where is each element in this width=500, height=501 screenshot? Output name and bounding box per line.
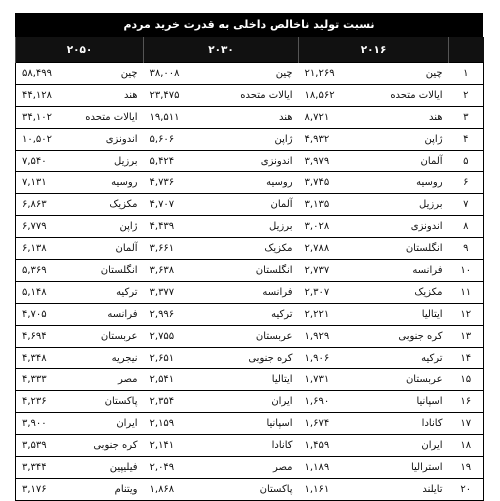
value-2016-cell: ۱,۷۳۱ (299, 369, 369, 391)
table-row (16, 106, 484, 128)
value-2016-cell: ۱,۶۷۴ (299, 413, 369, 435)
rank-cell: ۱ (449, 63, 484, 85)
country-2016-cell: تایلند (369, 478, 449, 500)
ranking-table (15, 37, 484, 501)
table-row (16, 413, 484, 435)
country-2050-cell: نیجریه (74, 347, 144, 369)
country-2016-cell: مکزیک (369, 281, 449, 303)
rank-cell: ۸ (449, 216, 484, 238)
value-2016-cell: ۱,۴۵۹ (299, 435, 369, 457)
value-2050-cell: ۶,۷۷۹ (16, 216, 74, 238)
country-2016-cell: انگلستان (369, 238, 449, 260)
table-row (16, 84, 484, 106)
country-2016-cell: ایتالیا (369, 303, 449, 325)
value-2030-cell: ۲,۶۵۱ (144, 347, 201, 369)
country-2050-cell: چین (74, 63, 144, 85)
value-2030-cell: ۳,۶۶۱ (144, 238, 201, 260)
country-2030-cell: مصر (201, 457, 299, 479)
country-2016-cell: اندونزی (369, 216, 449, 238)
country-2030-cell: ایران (201, 391, 299, 413)
country-2050-cell: ایالات متحده (74, 106, 144, 128)
rank-cell: ۱۹ (449, 457, 484, 479)
rank-cell: ۱۰ (449, 260, 484, 282)
country-2050-cell: مصر (74, 369, 144, 391)
value-2050-cell: ۳۴,۱۰۲ (16, 106, 74, 128)
country-2030-cell: ایالات متحده (201, 84, 299, 106)
country-2030-cell: ایتالیا (201, 369, 299, 391)
value-2050-cell: ۷,۵۴۰ (16, 150, 74, 172)
country-2030-cell: اسپانیا (201, 413, 299, 435)
country-2050-cell: عربستان (74, 325, 144, 347)
value-2016-cell: ۴,۹۳۲ (299, 128, 369, 150)
value-2016-cell: ۱,۶۹۰ (299, 391, 369, 413)
country-2016-cell: ایالات متحده (369, 84, 449, 106)
country-2016-cell: عربستان (369, 369, 449, 391)
table-row (16, 238, 484, 260)
value-2050-cell: ۶,۱۳۸ (16, 238, 74, 260)
value-2030-cell: ۴,۴۳۹ (144, 216, 201, 238)
rank-cell: ۲۰ (449, 478, 484, 500)
rank-cell: ۹ (449, 238, 484, 260)
rank-cell: ۱۱ (449, 281, 484, 303)
value-2050-cell: ۳,۹۰۰ (16, 413, 74, 435)
value-2016-cell: ۳,۰۲۸ (299, 216, 369, 238)
rank-cell: ۷ (449, 194, 484, 216)
value-2030-cell: ۲,۱۵۹ (144, 413, 201, 435)
rank-cell: ۱۸ (449, 435, 484, 457)
table-row (16, 260, 484, 282)
rank-cell: ۱۵ (449, 369, 484, 391)
country-2050-cell: مکزیک (74, 194, 144, 216)
country-2030-cell: کره جنوبی (201, 347, 299, 369)
country-2016-cell: ترکیه (369, 347, 449, 369)
value-2030-cell: ۱۹,۵۱۱ (144, 106, 201, 128)
value-2030-cell: ۳,۳۷۷ (144, 281, 201, 303)
rank-cell: ۴ (449, 128, 484, 150)
rank-cell: ۶ (449, 172, 484, 194)
value-2050-cell: ۵,۳۶۹ (16, 260, 74, 282)
country-2030-cell: عربستان (201, 325, 299, 347)
value-2050-cell: ۷,۱۳۱ (16, 172, 74, 194)
country-2030-cell: برزیل (201, 216, 299, 238)
year-2016-header: ۲۰۱۶ (299, 37, 449, 63)
country-2030-cell: مکزیک (201, 238, 299, 260)
rank-cell: ۱۲ (449, 303, 484, 325)
country-2030-cell: آلمان (201, 194, 299, 216)
country-2016-cell: فرانسه (369, 260, 449, 282)
country-2016-cell: ژاپن (369, 128, 449, 150)
table-row (16, 478, 484, 500)
country-2016-cell: استرالیا (369, 457, 449, 479)
value-2016-cell: ۳,۷۴۵ (299, 172, 369, 194)
year-2050-header: ۲۰۵۰ (16, 37, 144, 63)
value-2050-cell: ۵,۱۴۸ (16, 281, 74, 303)
country-2016-cell: روسیه (369, 172, 449, 194)
value-2050-cell: ۱۰,۵۰۲ (16, 128, 74, 150)
country-2050-cell: ترکیه (74, 281, 144, 303)
value-2016-cell: ۱,۹۰۶ (299, 347, 369, 369)
value-2016-cell: ۲,۳۰۷ (299, 281, 369, 303)
value-2016-cell: ۱,۱۶۱ (299, 478, 369, 500)
value-2016-cell: ۱,۱۸۹ (299, 457, 369, 479)
rank-cell: ۳ (449, 106, 484, 128)
value-2016-cell: ۱,۹۲۹ (299, 325, 369, 347)
table-row (16, 281, 484, 303)
value-2050-cell: ۴,۳۳۳ (16, 369, 74, 391)
country-2016-cell: کانادا (369, 413, 449, 435)
value-2030-cell: ۲۳,۴۷۵ (144, 84, 201, 106)
value-2050-cell: ۴,۷۰۵ (16, 303, 74, 325)
country-2016-cell: چین (369, 63, 449, 85)
country-2030-cell: چین (201, 63, 299, 85)
value-2016-cell: ۲۱,۲۶۹ (299, 63, 369, 85)
year-2030-header: ۲۰۳۰ (144, 37, 299, 63)
value-2030-cell: ۲,۰۴۹ (144, 457, 201, 479)
value-2030-cell: ۲,۳۵۴ (144, 391, 201, 413)
value-2050-cell: ۴۴,۱۲۸ (16, 84, 74, 106)
country-2050-cell: فرانسه (74, 303, 144, 325)
table-row (16, 325, 484, 347)
value-2030-cell: ۲,۹۹۶ (144, 303, 201, 325)
value-2016-cell: ۲,۷۳۷ (299, 260, 369, 282)
value-2016-cell: ۳,۱۳۵ (299, 194, 369, 216)
country-2050-cell: فیلیپین (74, 457, 144, 479)
country-2030-cell: روسیه (201, 172, 299, 194)
value-2016-cell: ۲,۲۲۱ (299, 303, 369, 325)
value-2050-cell: ۴,۳۴۸ (16, 347, 74, 369)
country-2030-cell: ترکیه (201, 303, 299, 325)
country-2030-cell: فرانسه (201, 281, 299, 303)
value-2030-cell: ۲,۷۵۵ (144, 325, 201, 347)
country-2016-cell: برزیل (369, 194, 449, 216)
country-2050-cell: پاکستان (74, 391, 144, 413)
value-2050-cell: ۵۸,۴۹۹ (16, 63, 74, 85)
country-2050-cell: اندونزی (74, 128, 144, 150)
value-2050-cell: ۴,۶۹۴ (16, 325, 74, 347)
value-2030-cell: ۴,۷۳۶ (144, 172, 201, 194)
value-2050-cell: ۳,۱۷۶ (16, 478, 74, 500)
value-2050-cell: ۴,۲۳۶ (16, 391, 74, 413)
table-row (16, 435, 484, 457)
value-2030-cell: ۲,۵۴۱ (144, 369, 201, 391)
header-row (16, 37, 484, 63)
rank-cell: ۱۴ (449, 347, 484, 369)
table-row (16, 457, 484, 479)
value-2050-cell: ۳,۳۴۴ (16, 457, 74, 479)
table-row (16, 347, 484, 369)
value-2016-cell: ۲,۷۸۸ (299, 238, 369, 260)
gdp-ppp-ranking-table (15, 13, 483, 501)
country-2030-cell: انگلستان (201, 260, 299, 282)
country-2030-cell: هند (201, 106, 299, 128)
table-row (16, 172, 484, 194)
country-2030-cell: اندونزی (201, 150, 299, 172)
rank-cell: ۲ (449, 84, 484, 106)
table-row (16, 303, 484, 325)
value-2030-cell: ۳,۶۳۸ (144, 260, 201, 282)
table-body (16, 63, 484, 501)
country-2016-cell: ایران (369, 435, 449, 457)
value-2016-cell: ۱۸,۵۶۲ (299, 84, 369, 106)
country-2050-cell: آلمان (74, 238, 144, 260)
country-2050-cell: ایران (74, 413, 144, 435)
table-row (16, 128, 484, 150)
rank-cell: ۱۷ (449, 413, 484, 435)
country-2030-cell: ژاپن (201, 128, 299, 150)
table-title: نسبت تولید ناخالص داخلی به قدرت خرید مردم (15, 13, 483, 37)
country-2050-cell: ویتنام (74, 478, 144, 500)
table-row (16, 63, 484, 85)
country-2016-cell: اسپانیا (369, 391, 449, 413)
country-2016-cell: آلمان (369, 150, 449, 172)
rank-cell: ۱۳ (449, 325, 484, 347)
table-row (16, 369, 484, 391)
value-2050-cell: ۳,۵۳۹ (16, 435, 74, 457)
table-row (16, 391, 484, 413)
country-2050-cell: ژاپن (74, 216, 144, 238)
country-2016-cell: کره جنوبی (369, 325, 449, 347)
value-2016-cell: ۳,۹۷۹ (299, 150, 369, 172)
country-2050-cell: کره جنوبی (74, 435, 144, 457)
table-row (16, 150, 484, 172)
value-2030-cell: ۳۸,۰۰۸ (144, 63, 201, 85)
country-2050-cell: انگلستان (74, 260, 144, 282)
value-2030-cell: ۴,۷۰۷ (144, 194, 201, 216)
country-2050-cell: روسیه (74, 172, 144, 194)
rank-cell: ۱۶ (449, 391, 484, 413)
table-row (16, 216, 484, 238)
value-2030-cell: ۱,۸۶۸ (144, 478, 201, 500)
value-2030-cell: ۵,۶۰۶ (144, 128, 201, 150)
rank-cell: ۵ (449, 150, 484, 172)
country-2050-cell: برزیل (74, 150, 144, 172)
country-2030-cell: پاکستان (201, 478, 299, 500)
country-2030-cell: کانادا (201, 435, 299, 457)
country-2050-cell: هند (74, 84, 144, 106)
value-2030-cell: ۲,۱۴۱ (144, 435, 201, 457)
value-2050-cell: ۶,۸۶۳ (16, 194, 74, 216)
value-2016-cell: ۸,۷۲۱ (299, 106, 369, 128)
value-2030-cell: ۵,۴۲۴ (144, 150, 201, 172)
table-row (16, 194, 484, 216)
country-2016-cell: هند (369, 106, 449, 128)
rank-header (449, 37, 484, 63)
